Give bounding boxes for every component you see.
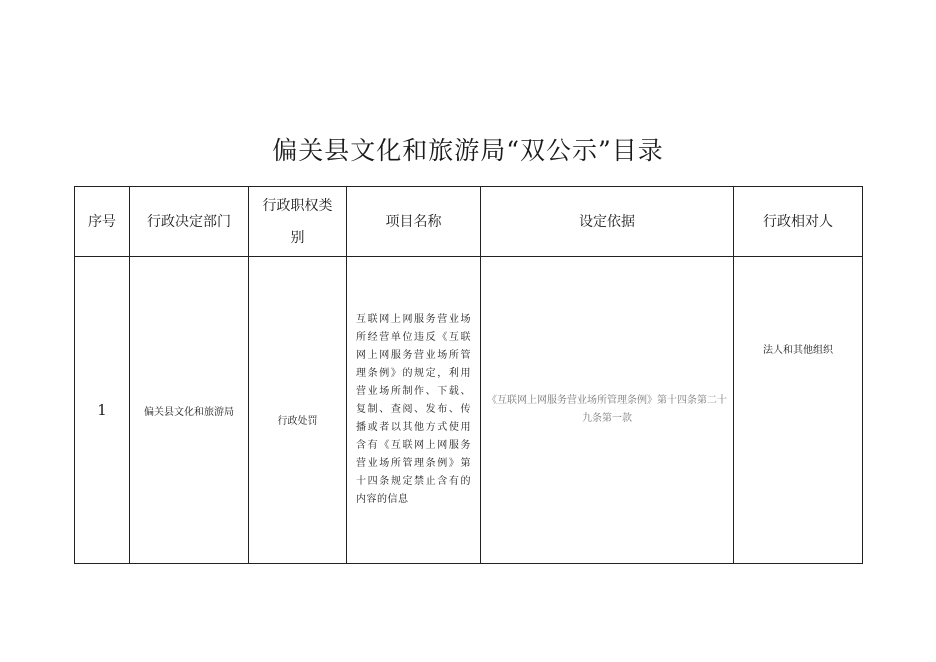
header-item-name: 项目名称 (347, 187, 481, 257)
header-basis: 设定依据 (481, 187, 734, 257)
item-name-text: 互联网上网服务营业场所经营单位违反《互联网上网服务营业场所管理条例》的规定，利用营业场所制作、下载、复制、查阅、发布、传播或者以其他方式使用含有《互联网上网服务营业场所管理条例》第十四条规定禁止含有的内容的信息 (356, 314, 471, 505)
table-row (75, 257, 863, 564)
header-department: 行政决定部门 (130, 187, 249, 257)
table-header-row (75, 187, 863, 257)
page-title: 偏关县文化和旅游局“双公示”目录 (272, 136, 664, 165)
cell-department: 偏关县文化和旅游局 (130, 257, 249, 564)
cell-authority-type: 行政处罚 (249, 257, 347, 564)
cell-target: 法人和其他组织 (734, 257, 863, 564)
header-seq: 序号 (75, 187, 130, 257)
cell-seq: 1 (75, 257, 130, 564)
header-target: 行政相对人 (734, 187, 863, 257)
catalog-table (74, 186, 863, 564)
cell-item-name (347, 257, 481, 564)
header-authority-type: 行政职权类别 (249, 187, 347, 257)
cell-basis: 《互联网上网服务营业场所管理条例》第十四条第二十九条第一款 (481, 257, 734, 564)
